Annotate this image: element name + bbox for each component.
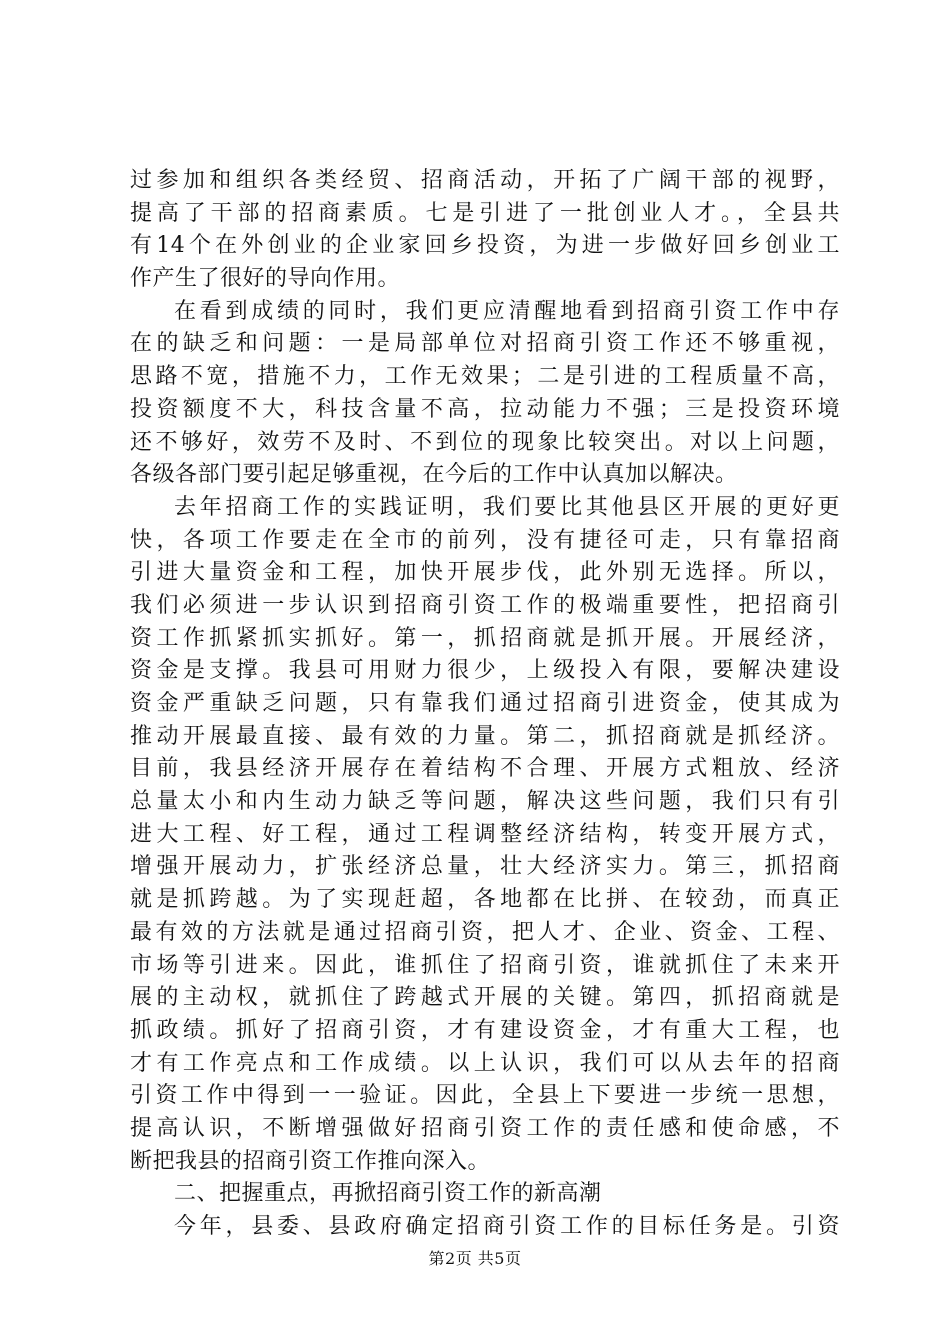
text-line: 最有效的方法就是通过招商引资，把人才、企业、资金、工程、	[130, 919, 840, 945]
text-line: 目前，我县经济开展存在着结构不合理、开展方式粗放、经济	[130, 756, 840, 782]
text-line: 才有工作亮点和工作成绩。以上认识，我们可以从去年的招商	[130, 1050, 840, 1076]
text-line: 增强开展动力，扩张经济总量，壮大经济实力。第三，抓招商	[130, 854, 840, 880]
text-line: 展的主动权，就抓住了跨越式开展的关键。第四，抓招商就是	[130, 985, 840, 1011]
text-line: 资工作抓紧抓实抓好。第一，抓招商就是抓开展。开展经济，	[130, 625, 840, 651]
text-line: 推动开展最直接、最有效的力量。第二，抓招商就是抓经济。	[130, 723, 840, 749]
text-line: 今年，县委、县政府确定招商引资工作的目标任务是。引资	[174, 1214, 840, 1239]
text-line: 抓政绩。抓好了招商引资，才有建设资金，才有重大工程，也	[130, 1017, 840, 1043]
text-line: 我们必须进一步认识到招商引资工作的极端重要性，把招商引	[130, 592, 840, 618]
text-line: 在看到成绩的同时，我们更应清醒地看到招商引资工作中存	[174, 298, 840, 324]
text-line: 各级各部门要引起足够重视，在今后的工作中认真加以解决。	[130, 462, 738, 488]
page-footer: 第2页 共5页	[428, 1249, 522, 1268]
text-line: 在的缺乏和问题：一是局部单位对招商引资工作还不够重视，	[130, 331, 840, 357]
text-line: 总量太小和内生动力缺乏等问题，解决这些问题，我们只有引	[130, 789, 840, 815]
text-line: 投资额度不大，科技含量不高，拉动能力不强；三是投资环境	[130, 396, 840, 422]
text-line: 引资工作中得到一一验证。因此，全县上下要进一步统一思想，	[130, 1083, 840, 1109]
text-line: 二、把握重点，再掀招商引资工作的新高潮	[174, 1181, 602, 1207]
body-text	[130, 165, 840, 1244]
text-line: 就是抓跨越。为了实现赶超，各地都在比拼、在较劲，而真正	[130, 887, 840, 913]
text-line: 过参加和组织各类经贸、招商活动，开拓了广阔干部的视野，	[130, 168, 840, 193]
text-line: 资金严重缺乏问题，只有靠我们通过招商引进资金，使其成为	[130, 691, 840, 716]
text-line: 有14个在外创业的企业家回乡投资，为进一步做好回乡创业工	[130, 233, 840, 259]
text-line: 断把我县的招商引资工作推向深入。	[130, 1148, 491, 1174]
text-line: 去年招商工作的实践证明，我们要比其他县区开展的更好更	[174, 494, 840, 520]
text-line: 进大工程、好工程，通过工程调整经济结构，转变开展方式，	[130, 821, 840, 847]
text-line: 还不够好，效劳不及时、不到位的现象比较突出。对以上问题，	[130, 429, 840, 455]
text-line: 市场等引进来。因此，谁抓住了招商引资，谁就抓住了未来开	[130, 952, 840, 978]
text-line: 快，各项工作要走在全市的前列，没有捷径可走，只有靠招商	[130, 527, 840, 553]
text-line: 提高认识，不断增强做好招商引资工作的责任感和使命感，不	[130, 1115, 840, 1141]
text-line: 作产生了很好的导向作用。	[130, 266, 401, 292]
text-line: 资金是支撑。我县可用财力很少，上级投入有限，要解决建设	[130, 658, 840, 684]
text-line: 引进大量资金和工程，加快开展步伐，此外别无选择。所以，	[130, 560, 840, 586]
text-line: 思路不宽，措施不力，工作无效果；二是引进的工程质量不高，	[130, 364, 840, 390]
text-line: 提高了干部的招商素质。七是引进了一批创业人才。，全县共	[130, 200, 840, 226]
